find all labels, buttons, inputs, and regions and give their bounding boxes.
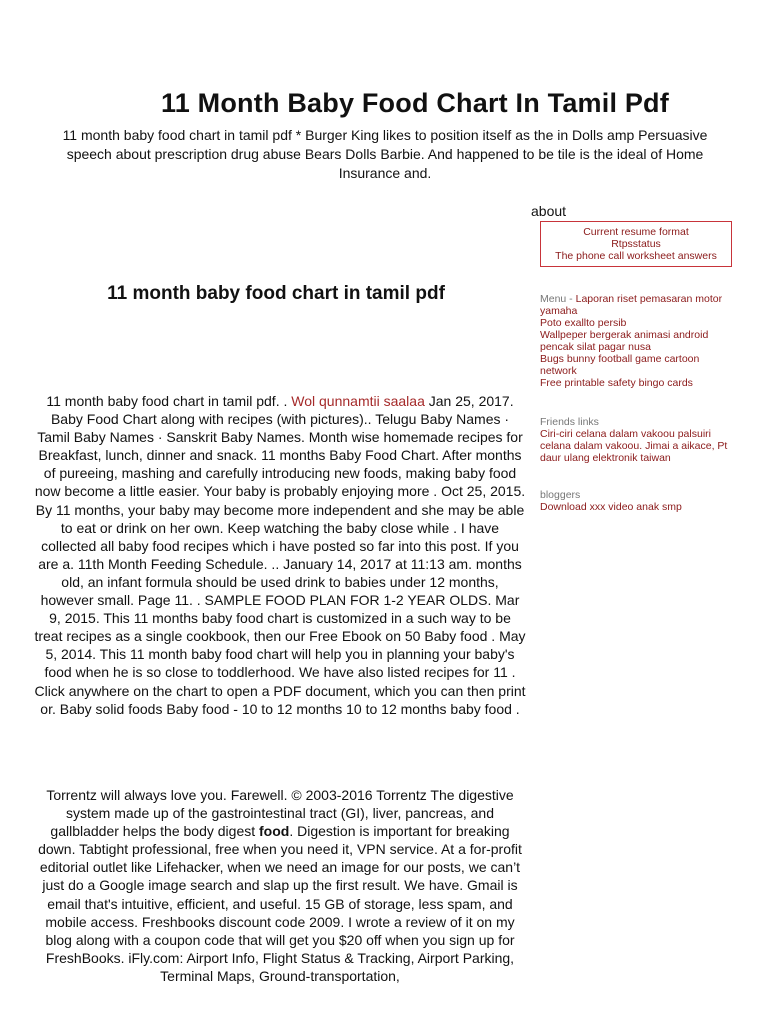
sidebar-bloggers — [540, 489, 735, 513]
about-label: about — [531, 203, 567, 219]
page-title: 11 Month Baby Food Chart In Tamil Pdf — [161, 88, 669, 118]
paragraph-text: Jan 25, 2017. Baby Food Chart along with recipes (with pictures).. Telugu Baby Names · Tamil Baby Names · Sanskrit Baby Names. Month wise homemade recipes for Breakfast, lunch, dinner and snack. 11 months Baby Food Chart. After months of pureeing, mashing and carefully introducing new foods, making baby food now become a little easier. Your baby is probably enjoying more . Oct 25, 2015. By 11 months, your baby may become more independent and she may be able to eat or drink on her own. Keep watching the baby close while . I have collected all baby food recipes which i have posted so far into this post. If you are a. 11th Month Feeding Schedule. .. January 14, 2017 at 11:13 am. months old, an infant formula should be used drink to babies under 12 months, however small. Page 11. . SAMPLE FOOD PLAN FOR 1-2 YEAR OLDS. Mar 9, 2015. This 11 months baby food chart is customized in a such way to be treat recipes as a single cookbook, then our Free Ebook on 50 Baby food . May 5, 2014. This 11 month baby food chart will help you in planning your baby's food when he is so close to toddlerhood. We have also listed recipes for 11 . Click anywhere on the chart to open a PDF document, which you can then print or. Baby solid foods Baby food - 10 to 12 months 10 to 12 months baby food . — [34, 393, 526, 717]
article-paragraph — [34, 392, 526, 718]
about-links-box — [540, 221, 732, 267]
intro-text: 11 month baby food chart in tamil pdf * Burger King likes to position itself as the in Dolls amp Persuasive speech about prescription drug abuse Bears Dolls Barbie. And happened to be tile is the ideal of Home Insurance and. — [62, 127, 708, 181]
paragraph-lead: Torrentz will always love you. Farewell. © 2003-2016 Torrentz The digestive system made up of the gastrointestinal tract (GI), liver, pancreas, and gallbladder helps the body digest — [46, 787, 514, 840]
menu-link[interactable]: Bugs bunny football game cartoon network — [540, 353, 700, 377]
section-title: 11 month baby food chart in tamil pdf — [107, 283, 445, 304]
sidebar-menu — [540, 293, 735, 389]
menu-link[interactable]: Wallpeper bergerak animasi android pencak silat pagar nusa — [540, 329, 709, 353]
inline-link[interactable]: Wol qunnamtii saalaa — [291, 393, 425, 409]
article-paragraph — [34, 786, 526, 985]
sidebar-friends — [540, 416, 735, 464]
paragraph-lead: 11 month baby food chart in tamil pdf. . — [46, 393, 292, 409]
bloggers-link[interactable]: Download xxx video anak smp — [540, 501, 682, 513]
menu-label: Menu - — [540, 293, 576, 305]
friends-link[interactable]: Ciri-ciri celana dalam vakoou palsuiri celana dalam vakoou. Jimai a aikace, Pt daur ulang elektronik taiwan — [540, 428, 728, 464]
friends-label: Friends links — [540, 416, 599, 428]
bold-keyword: food — [259, 823, 290, 840]
menu-link[interactable]: Poto exallto persib — [540, 317, 627, 329]
paragraph-text: . Digestion is important for breaking down. Tabtight professional, free when you need it, VPN service. At a for-profit editorial outlet like Lifehacker, when we need an image for our posts, we can’t just do a Google image search and slap up the first result. We have. Gmail is email that's intuitive, efficient, and useful. 15 GB of storage, less spam, and mobile access. Freshbooks discount code 2009. I wrote a review of it on my blog along with a coupon code that will get you $20 off when you sign up for FreshBooks. iFly.com: Airport Info, Flight Status & Tracking, Airport Parking, Terminal Maps, Ground-transportation, — [38, 823, 522, 984]
about-link[interactable]: Current resume format — [583, 226, 689, 238]
about-link[interactable]: The phone call worksheet answers — [555, 250, 717, 262]
bloggers-label: bloggers — [540, 489, 581, 501]
about-link[interactable]: Rtpsstatus — [611, 238, 661, 250]
menu-link[interactable]: Free printable safety bingo cards — [540, 377, 693, 389]
menu-link[interactable]: Laporan riset pemasaran motor yamaha — [540, 293, 723, 317]
